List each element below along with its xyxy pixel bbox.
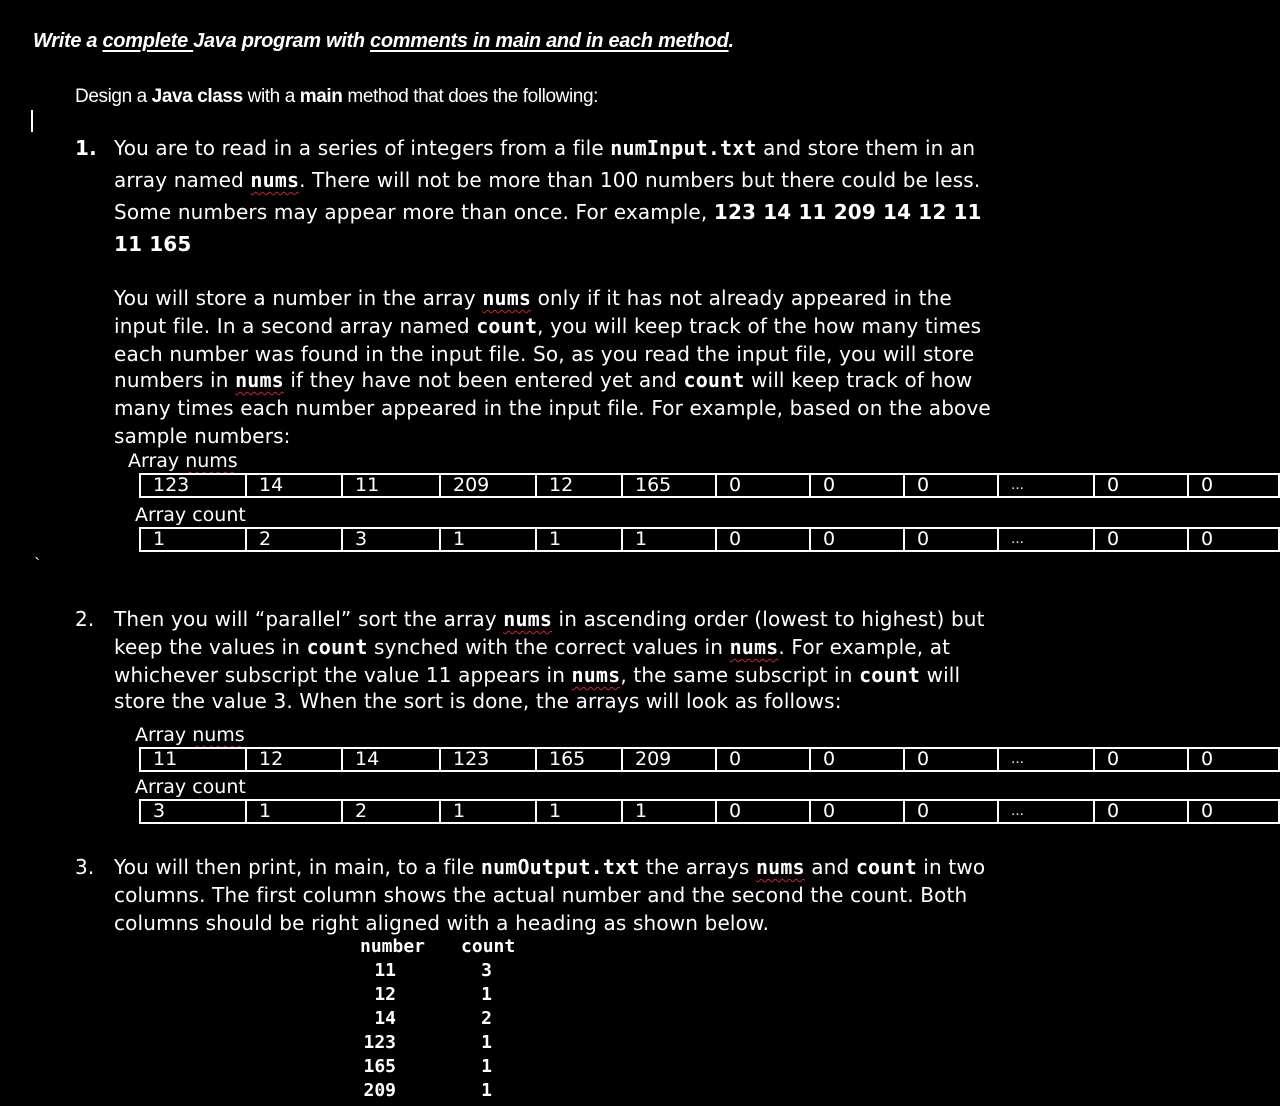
assignment-title: Write a complete Java program with comments in main and in each method.: [33, 30, 734, 52]
item-1-para-2-line-5: many times each number appeared in the input file. For example, based on the above: [114, 396, 991, 420]
table-2-count-cell: 0: [904, 800, 998, 823]
table-1-count-cell: 0: [904, 528, 998, 551]
output-count-cell: 2: [481, 1008, 492, 1029]
table-2-nums-cell: 11: [140, 748, 246, 771]
table-1-nums-array: [139, 473, 1280, 498]
item-1-line-4: 11 165: [114, 232, 192, 256]
table-1-count-array: [139, 527, 1280, 552]
table-2-nums-cell: 123: [440, 748, 536, 771]
item-3-line-2: columns. The first column shows the actual number and the second the count. Both: [114, 883, 968, 907]
table-2-count-label: Array count: [135, 776, 246, 798]
table-1-count-cell: 0: [1094, 528, 1188, 551]
table-2-count-cell: 0: [810, 800, 904, 823]
item-2-line-2: keep the values in count synched with the correct values in nums. For example, at: [114, 635, 951, 659]
item-2-number: 2.: [75, 607, 95, 631]
table-1-nums-cell: 0: [1188, 474, 1279, 497]
item-1-line-1: You are to read in a series of integers from a file numInput.txt and store them in an: [114, 136, 976, 160]
table-1-nums-cell: 0: [810, 474, 904, 497]
table-1-nums-cell: 123: [140, 474, 246, 497]
table-1-nums-cell: 209: [440, 474, 536, 497]
intro-line: Design a Java class with a main method that does the following:: [75, 86, 598, 107]
item-2-line-3: whichever subscript the value 11 appears in nums, the same subscript in count will: [114, 663, 961, 687]
table-2-nums-label: Array nums: [135, 724, 245, 746]
output-count-cell: 3: [481, 960, 492, 981]
table-1-count-label: Array count: [135, 504, 246, 526]
table-2-nums-array: [139, 747, 1280, 772]
table-2-count-cell: 0: [1188, 800, 1279, 823]
table-2-nums-cell: 0: [716, 748, 810, 771]
table-2-count-cell: 2: [342, 800, 440, 823]
table-1-count-cell: 1: [536, 528, 622, 551]
output-number-cell: 209: [363, 1080, 396, 1101]
table-2-nums-cell: 14: [342, 748, 440, 771]
output-number-cell: 11: [374, 960, 396, 981]
table-1-nums-cell: 12: [536, 474, 622, 497]
table-2-count-cell: 1: [440, 800, 536, 823]
table-1-nums-cell: 0: [716, 474, 810, 497]
output-heading: number count: [360, 936, 516, 957]
table-2-nums-cell: 165: [536, 748, 622, 771]
table-2-nums-cell: 0: [1188, 748, 1279, 771]
item-1-para-2-line-6: sample numbers:: [114, 424, 291, 448]
table-1-count-cell: 0: [1188, 528, 1279, 551]
table-2-nums-cell: 209: [622, 748, 716, 771]
item-1-para-2-line-4: numbers in nums if they have not been entered yet and count will keep track of how: [114, 368, 973, 392]
table-2-count-cell: 1: [246, 800, 342, 823]
table-1-count-cell: 0: [810, 528, 904, 551]
table-2-nums-cell: …: [998, 748, 1094, 771]
table-1-nums-cell: 165: [622, 474, 716, 497]
item-1-para-2-line-2: input file. In a second array named count, you will keep track of the how many times: [114, 314, 982, 338]
table-1-nums-cell: 14: [246, 474, 342, 497]
item-3-line-3: columns should be right aligned with a heading as shown below.: [114, 911, 770, 935]
table-2-count-cell: 0: [716, 800, 810, 823]
output-count-cell: 1: [481, 1032, 492, 1053]
stray-mark: [35, 554, 41, 560]
table-1-nums-cell: 0: [1094, 474, 1188, 497]
table-2-nums-cell: 0: [904, 748, 998, 771]
table-2-count-cell: …: [998, 800, 1094, 823]
output-number-cell: 123: [363, 1032, 396, 1053]
table-1-nums-cell: 0: [904, 474, 998, 497]
table-1-count-cell: 2: [246, 528, 342, 551]
output-count-cell: 1: [481, 1080, 492, 1101]
item-1-number: 1.: [75, 136, 97, 160]
output-number-cell: 165: [363, 1056, 396, 1077]
table-2-nums-cell: 0: [810, 748, 904, 771]
item-1-para-2-line-3: each number was found in the input file. So, as you read the input file, you will store: [114, 342, 975, 366]
table-1-count-cell: 1: [622, 528, 716, 551]
item-2-line-1: Then you will “parallel” sort the array nums in ascending order (lowest to highest) but: [114, 607, 985, 631]
output-number-cell: 12: [374, 984, 396, 1005]
table-1-count-cell: …: [998, 528, 1094, 551]
table-1-nums-cell: 11: [342, 474, 440, 497]
table-2-count-cell: 3: [140, 800, 246, 823]
item-3-number: 3.: [75, 855, 95, 879]
table-1-count-cell: 0: [716, 528, 810, 551]
text-cursor: [31, 110, 33, 132]
item-3-line-1: You will then print, in main, to a file numOutput.txt the arrays nums and count in two: [114, 855, 986, 879]
table-1-count-cell: 1: [440, 528, 536, 551]
item-1-line-2: array named nums. There will not be more than 100 numbers but there could be less.: [114, 168, 981, 192]
table-2-nums-cell: 0: [1094, 748, 1188, 771]
table-1-nums-cell: …: [998, 474, 1094, 497]
table-2-count-cell: 1: [622, 800, 716, 823]
table-2-count-cell: 0: [1094, 800, 1188, 823]
table-2-count-cell: 1: [536, 800, 622, 823]
table-1-nums-label: Array nums: [128, 450, 238, 472]
item-1-para-2-line-1: You will store a number in the array nums only if it has not already appeared in the: [114, 286, 952, 310]
table-1-count-cell: 1: [140, 528, 246, 551]
output-count-cell: 1: [481, 1056, 492, 1077]
item-2-line-4: store the value 3. When the sort is done, the arrays will look as follows:: [114, 689, 842, 713]
output-count-cell: 1: [481, 984, 492, 1005]
output-number-cell: 14: [374, 1008, 396, 1029]
table-1-count-cell: 3: [342, 528, 440, 551]
table-2-nums-cell: 12: [246, 748, 342, 771]
table-2-count-array: [139, 799, 1280, 824]
item-1-line-3: Some numbers may appear more than once. For example, 123 14 11 209 14 12 11: [114, 200, 982, 224]
